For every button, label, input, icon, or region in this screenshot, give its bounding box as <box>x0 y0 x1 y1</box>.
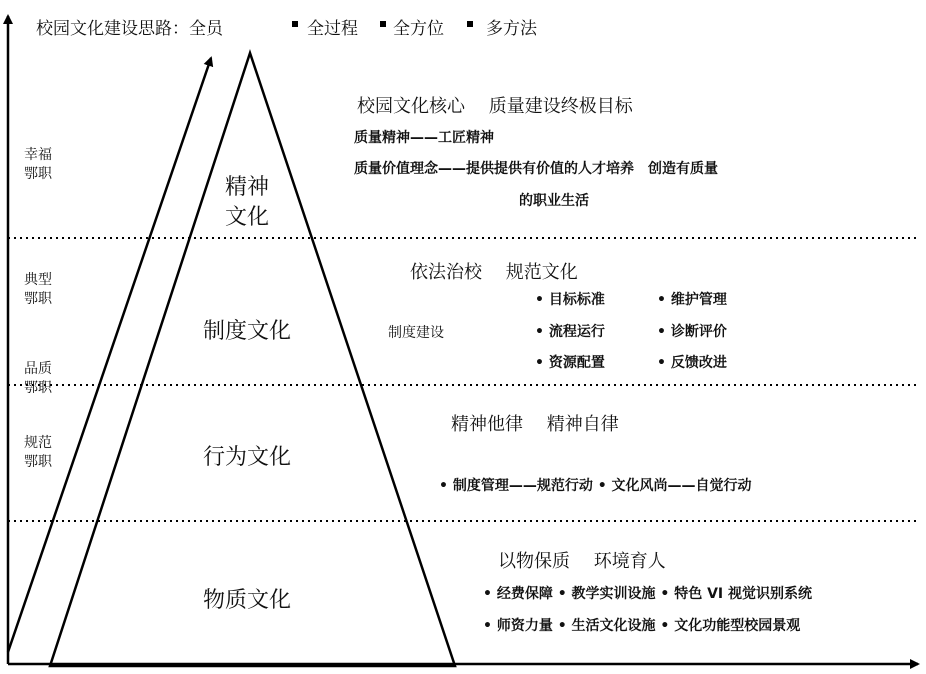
spirit-heading: 校园文化核心 质量建设终极目标 <box>357 96 633 117</box>
behavior-line: • 制度管理——规范行动 • 文化风尚——自觉行动 <box>439 478 752 494</box>
side-label-xingfu-line1: 幸福 <box>24 147 52 163</box>
layer-spirit-name-line1: 精神 <box>225 175 270 200</box>
header-title: 校园文化建设思路：全员 <box>36 19 223 39</box>
header-bullet-3 <box>467 21 473 27</box>
spirit-line-1: 质量精神——工匠精神 <box>354 130 494 146</box>
system-item-5-text: 资源配置 <box>548 355 605 371</box>
layer-behavior-name: 行为文化 <box>203 445 292 470</box>
header-bullet-1 <box>292 21 298 27</box>
system-item-3-text: 流程运行 <box>548 324 605 340</box>
side-label-dianxing <box>24 271 52 309</box>
header-item-2: 全过程 <box>307 19 358 39</box>
side-label-pinzhi-line2: 鄂职 <box>24 380 52 396</box>
header-item-4: 多方法 <box>486 19 537 39</box>
layer-material-name: 物质文化 <box>203 588 292 613</box>
layer-system-name: 制度文化 <box>203 319 292 344</box>
system-item-2: • 维护管理 <box>657 292 727 308</box>
side-label-guifan-line2: 鄂职 <box>24 454 52 470</box>
layer-spirit-name-line2: 文化 <box>225 205 270 230</box>
side-label-pinzhi <box>24 360 52 398</box>
material-line-2: • 师资力量 • 生活文化设施 • 文化功能型校园景观 <box>483 618 801 634</box>
system-item-1-text: 目标标准 <box>548 292 605 308</box>
material-line-1: • 经费保障 • 教学实训设施 • 特色 VI 视觉识别系统 <box>483 586 813 602</box>
system-heading: 依法治校 规范文化 <box>410 262 578 283</box>
material-heading: 以物保质 环境育人 <box>498 551 666 572</box>
side-label-xingfu-line2: 鄂职 <box>24 166 52 182</box>
side-label-pinzhi-line1: 品质 <box>24 361 52 377</box>
system-item-4-text: 诊断评价 <box>670 324 727 340</box>
side-label-guifan <box>24 434 52 472</box>
side-label-guifan-line1: 规范 <box>24 435 52 451</box>
spirit-line-2: 质量价值理念——提供提供有价值的人才培养 创造有质量 <box>354 161 718 177</box>
system-item-3: • 流程运行 <box>535 324 605 340</box>
behavior-heading: 精神他律 精神自律 <box>451 414 619 435</box>
header-item-3: 全方位 <box>393 19 444 39</box>
header-bullet-2 <box>380 21 386 27</box>
system-item-4: • 诊断评价 <box>657 324 727 340</box>
system-label: 制度建设 <box>388 325 444 341</box>
system-item-5: • 资源配置 <box>535 355 605 371</box>
side-label-dianxing-line1: 典型 <box>24 272 52 288</box>
system-item-1: • 目标标准 <box>535 292 605 308</box>
side-label-dianxing-line2: 鄂职 <box>24 291 52 307</box>
spirit-line-3: 的职业生活 <box>519 193 589 209</box>
system-item-6-text: 反馈改进 <box>670 355 727 371</box>
side-label-xingfu <box>24 146 52 184</box>
system-item-2-text: 维护管理 <box>670 292 727 308</box>
system-item-6: • 反馈改进 <box>657 355 727 371</box>
